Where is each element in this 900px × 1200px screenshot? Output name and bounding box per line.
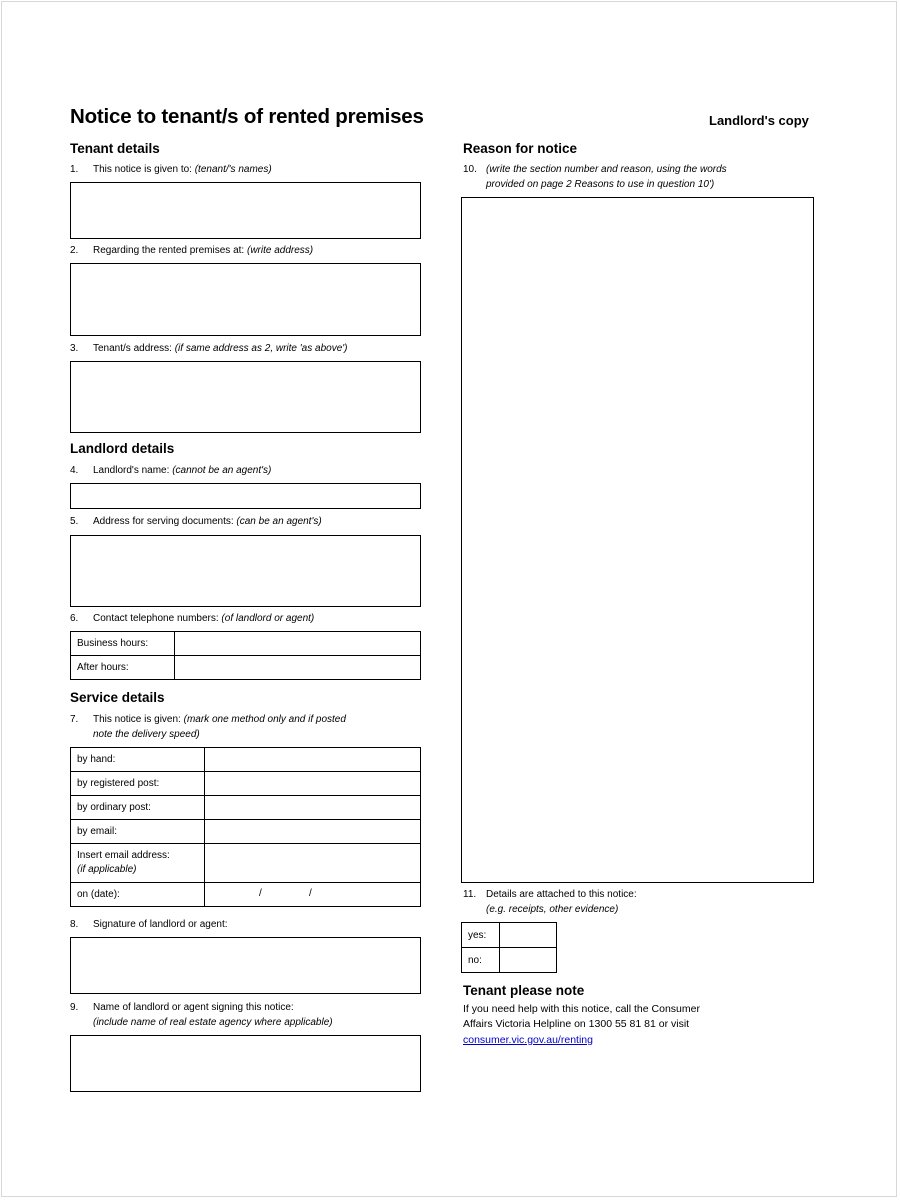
table-row bbox=[71, 820, 421, 844]
phone-table bbox=[70, 631, 421, 680]
after-hours-field[interactable] bbox=[175, 656, 421, 680]
question-11 bbox=[463, 888, 637, 902]
tenant-names-field[interactable] bbox=[70, 182, 421, 239]
tenant-address-field[interactable] bbox=[70, 361, 421, 433]
question-number: 5. bbox=[70, 516, 79, 527]
method-by-hand-field[interactable] bbox=[205, 748, 421, 772]
question-1 bbox=[70, 163, 272, 177]
question-number: 1. bbox=[70, 164, 79, 175]
table-row bbox=[71, 632, 421, 656]
email-address-label-text: Insert email address: bbox=[77, 850, 170, 861]
yes-label: yes: bbox=[462, 923, 500, 948]
method-ordinary-post-label: by ordinary post: bbox=[71, 796, 205, 820]
landlord-details-heading: Landlord details bbox=[70, 441, 175, 456]
no-checkbox[interactable] bbox=[500, 948, 557, 973]
service-details-heading: Service details bbox=[70, 690, 165, 705]
question-11-hint: (e.g. receipts, other evidence) bbox=[486, 904, 619, 915]
question-hint: (tenant/'s names) bbox=[194, 164, 272, 175]
serving-address-field[interactable] bbox=[70, 535, 421, 607]
question-hint: (cannot be an agent's) bbox=[172, 465, 272, 476]
question-8 bbox=[70, 918, 228, 932]
copy-label: Landlord's copy bbox=[709, 113, 809, 128]
question-text: This notice is given to: bbox=[93, 164, 192, 175]
reason-heading: Reason for notice bbox=[463, 141, 578, 156]
question-text: This notice is given: bbox=[93, 714, 181, 725]
signature-field[interactable] bbox=[70, 937, 421, 994]
question-hint: (can be an agent's) bbox=[236, 516, 322, 527]
question-number: 8. bbox=[70, 919, 79, 930]
method-registered-post-label: by registered post: bbox=[71, 772, 205, 796]
question-text: Landlord's name: bbox=[93, 465, 170, 476]
question-number: 9. bbox=[70, 1002, 79, 1013]
consumer-affairs-link[interactable]: consumer.vic.gov.au/renting bbox=[463, 1034, 593, 1046]
question-10-hint-line2: provided on page 2 Reasons to use in question 10') bbox=[486, 179, 715, 190]
business-hours-label: Business hours: bbox=[71, 632, 175, 656]
email-address-label bbox=[71, 844, 205, 883]
table-row bbox=[462, 923, 557, 948]
table-row bbox=[71, 748, 421, 772]
landlord-name-field[interactable] bbox=[70, 483, 421, 509]
table-row bbox=[462, 948, 557, 973]
table-row bbox=[71, 844, 421, 883]
page-title: Notice to tenant/s of rented premises bbox=[70, 105, 424, 128]
question-10 bbox=[463, 163, 727, 177]
tenant-note-line2: Affairs Victoria Helpline on 1300 55 81 81 or visit bbox=[463, 1018, 690, 1030]
question-2 bbox=[70, 244, 313, 258]
question-hint: (mark one method only and if posted bbox=[183, 714, 346, 725]
question-number: 10. bbox=[463, 164, 477, 175]
question-number: 4. bbox=[70, 465, 79, 476]
date-label: on (date): bbox=[71, 883, 205, 907]
date-separator: / bbox=[259, 888, 262, 899]
table-row bbox=[71, 772, 421, 796]
method-email-label: by email: bbox=[71, 820, 205, 844]
question-number: 11. bbox=[463, 889, 477, 900]
method-registered-post-field[interactable] bbox=[205, 772, 421, 796]
table-row bbox=[71, 656, 421, 680]
no-label: no: bbox=[462, 948, 500, 973]
question-9-hint: (include name of real estate agency where applicable) bbox=[93, 1017, 333, 1028]
question-text: Details are attached to this notice: bbox=[486, 889, 637, 900]
question-number: 2. bbox=[70, 245, 79, 256]
tenant-details-heading: Tenant details bbox=[70, 141, 160, 156]
question-9 bbox=[70, 1001, 294, 1015]
date-field[interactable] bbox=[205, 883, 421, 907]
attachments-table bbox=[461, 922, 557, 973]
table-row bbox=[71, 796, 421, 820]
question-hint: (write address) bbox=[246, 245, 314, 256]
after-hours-label: After hours: bbox=[71, 656, 175, 680]
question-3 bbox=[70, 342, 348, 356]
email-address-field[interactable] bbox=[205, 844, 421, 883]
premises-address-field[interactable] bbox=[70, 263, 421, 336]
question-6 bbox=[70, 612, 314, 626]
method-email-field[interactable] bbox=[205, 820, 421, 844]
signer-name-field[interactable] bbox=[70, 1035, 421, 1092]
question-7 bbox=[70, 713, 346, 727]
question-hint: (if same address as 2, write 'as above') bbox=[174, 343, 348, 354]
question-hint: (write the section number and reason, using the words bbox=[486, 164, 727, 175]
service-method-table bbox=[70, 747, 421, 907]
yes-checkbox[interactable] bbox=[500, 923, 557, 948]
question-number: 3. bbox=[70, 343, 79, 354]
business-hours-field[interactable] bbox=[175, 632, 421, 656]
question-text: Regarding the rented premises at: bbox=[93, 245, 245, 256]
question-7-hint-line2: note the delivery speed) bbox=[93, 729, 200, 740]
question-hint: (of landlord or agent) bbox=[221, 613, 315, 624]
method-by-hand-label: by hand: bbox=[71, 748, 205, 772]
table-row bbox=[71, 883, 421, 907]
question-5 bbox=[70, 515, 322, 529]
question-number: 6. bbox=[70, 613, 79, 624]
tenant-note-heading: Tenant please note bbox=[463, 983, 585, 998]
question-4 bbox=[70, 464, 271, 478]
question-text: Contact telephone numbers: bbox=[93, 613, 219, 624]
question-number: 7. bbox=[70, 714, 79, 725]
question-text: Name of landlord or agent signing this notice: bbox=[93, 1002, 294, 1013]
date-separator: / bbox=[309, 888, 312, 899]
tenant-note-line1: If you need help with this notice, call the Consumer bbox=[463, 1003, 700, 1015]
question-text: Address for serving documents: bbox=[93, 516, 234, 527]
question-text: Signature of landlord or agent: bbox=[93, 919, 228, 930]
method-ordinary-post-field[interactable] bbox=[205, 796, 421, 820]
reason-field[interactable] bbox=[461, 197, 814, 883]
question-text: Tenant/s address: bbox=[93, 343, 172, 354]
email-address-hint: (if applicable) bbox=[77, 864, 137, 875]
